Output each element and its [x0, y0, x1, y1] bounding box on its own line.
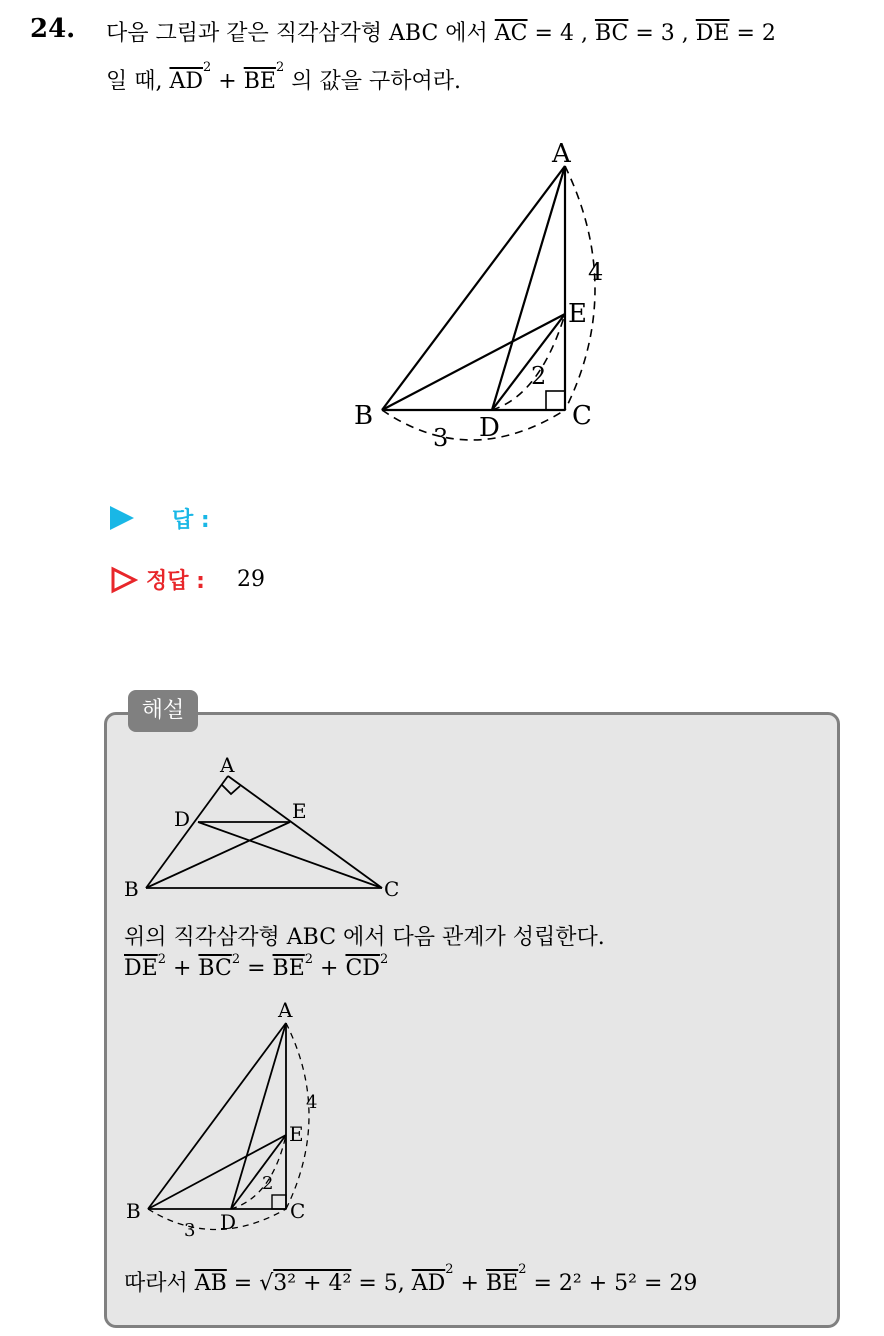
- conc-eq5: = 5,: [351, 1271, 412, 1296]
- segment-de-line: [492, 314, 565, 410]
- rel-be: $\overline{BE}$: [272, 956, 305, 981]
- conc-prefix: 따라서: [124, 1271, 195, 1296]
- fig2-length-de: 2: [262, 1173, 274, 1194]
- fig1-ab: [146, 776, 228, 888]
- fig2-ad: [231, 1023, 286, 1209]
- right-angle-mark: [546, 391, 565, 410]
- solution-figure-2: [104, 995, 344, 1245]
- segment-ad: $\overline{AD}$: [169, 69, 204, 94]
- solution-relation: [124, 952, 389, 981]
- fig2-de: [231, 1135, 286, 1209]
- fig1-label-a: A: [220, 753, 235, 777]
- conc-sq-1: 2: [445, 1262, 454, 1277]
- play-triangle-icon: [110, 506, 134, 530]
- fig2-right-angle: [272, 1195, 286, 1209]
- conc-ab: $\overline{AB}$: [194, 1271, 227, 1296]
- fig2-label-b: B: [126, 1199, 141, 1223]
- rel-de: $\overline{DE}$: [124, 956, 158, 981]
- rel-sq-4: 2: [379, 952, 389, 967]
- arc-ac: [565, 166, 595, 410]
- segment-ad-line: [492, 166, 565, 410]
- segment-ac: $\overline{AC}$: [494, 21, 528, 46]
- conc-sqrt: 3² + 4²: [273, 1271, 352, 1296]
- rel-sq-1: 2: [157, 952, 166, 967]
- rel-bc: $\overline{BC}$: [198, 956, 232, 981]
- fig2-be: [148, 1135, 286, 1209]
- segment-be: $\overline{BE}$: [243, 69, 276, 94]
- value-bc: = 3 ,: [628, 21, 696, 46]
- outline-triangle-icon: [110, 566, 138, 594]
- answer-row: [110, 506, 134, 530]
- conc-be: $\overline{BE}$: [485, 1271, 519, 1296]
- problem-text: 다음 그림과 같은 직각삼각형 ABC 에서: [106, 21, 495, 46]
- correct-answer-label: 정답 :: [146, 569, 205, 594]
- rel-cd: $\overline{CD}$: [345, 956, 380, 981]
- problem-text-2: 일 때,: [106, 69, 170, 94]
- fig1-dc: [198, 822, 382, 888]
- length-bc: 3: [433, 424, 449, 452]
- label-b: B: [354, 401, 374, 431]
- conc-end: = 2² + 5² = 29: [526, 1271, 698, 1296]
- fig2-arc-bc: [148, 1209, 286, 1230]
- plus-sign: +: [211, 69, 244, 94]
- value-de: = 2: [729, 21, 776, 46]
- fig2-label-a: A: [278, 998, 293, 1022]
- solution-text-1: 위의 직각삼각형 ABC 에서 다음 관계가 성립한다.: [124, 925, 605, 950]
- fig2-label-e: E: [289, 1122, 304, 1146]
- label-c: C: [572, 401, 592, 431]
- fig2-length-bc: 3: [184, 1220, 196, 1241]
- rel-plus-1: +: [165, 956, 199, 981]
- rel-plus-2: +: [313, 956, 346, 981]
- segment-de: $\overline{DE}$: [695, 21, 730, 46]
- label-d: D: [479, 413, 500, 443]
- solution-tag: 해설: [128, 690, 198, 732]
- solution-figure-1: [104, 740, 424, 910]
- rel-sq-2: 2: [231, 952, 241, 967]
- segment-bc: $\overline{BC}$: [594, 21, 629, 46]
- rel-eq: =: [240, 956, 273, 981]
- problem-text-3: 의 값을 구하여라.: [284, 69, 461, 94]
- fig1-label-d: D: [174, 807, 191, 831]
- fig2-length-ac: 4: [306, 1092, 318, 1113]
- solution-conclusion: 따라서 $\overline{AB} = √3^2 + 4^2 = 5$, $\overline{AD}^2 + \overline{BE}^2 = 2^2 + 5^2 = 29$: [124, 1262, 698, 1296]
- conc-eq: =: [226, 1271, 260, 1296]
- fig1-right-angle: [222, 785, 240, 794]
- rel-sq-3: 2: [304, 952, 314, 967]
- square-ad: 2: [203, 60, 212, 75]
- fig2-arc-ac: [286, 1023, 309, 1209]
- fig1-label-c: C: [384, 877, 400, 901]
- problem-number: 24.: [30, 14, 76, 44]
- square-be: 2: [275, 60, 285, 75]
- conc-sq-2: 2: [518, 1262, 527, 1277]
- fig2-label-d: D: [220, 1210, 237, 1234]
- label-e: E: [568, 299, 587, 329]
- answer-label: 답 :: [172, 508, 210, 533]
- value-ac: = 4 ,: [527, 21, 595, 46]
- fig1-ac: [228, 776, 382, 888]
- label-a: A: [552, 139, 571, 169]
- length-ac: 4: [588, 258, 604, 286]
- conc-plus: +: [453, 1271, 486, 1296]
- main-figure: [0, 0, 884, 480]
- fig1-label-e: E: [292, 799, 307, 823]
- correct-answer-value: 29: [237, 567, 265, 592]
- fig1-label-b: B: [124, 877, 139, 901]
- fig1-be: [146, 822, 290, 888]
- fig2-label-c: C: [290, 1199, 306, 1223]
- arc-bc: [382, 410, 565, 440]
- conc-ad: $\overline{AD}$: [411, 1271, 446, 1296]
- length-de: 2: [531, 362, 547, 390]
